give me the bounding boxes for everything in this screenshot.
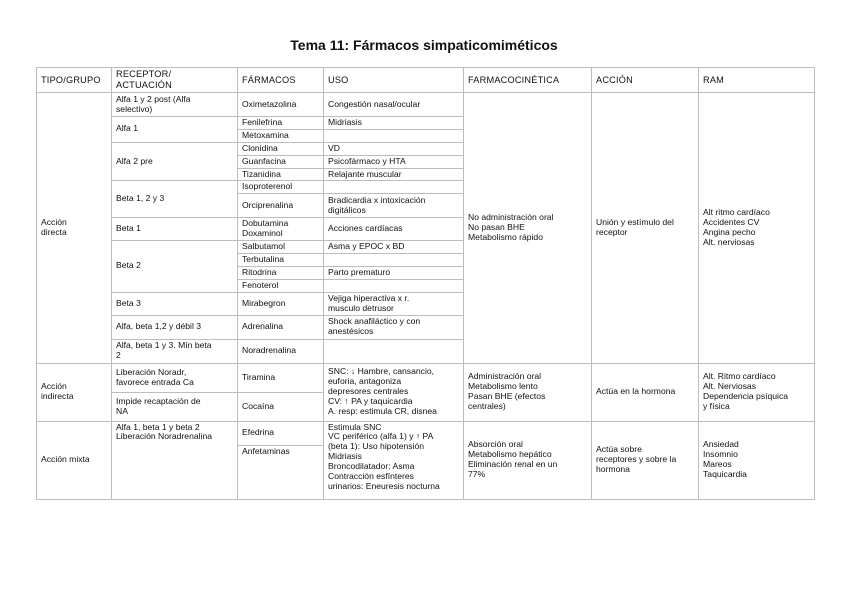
receptor-cell: Alfa 1 (112, 117, 238, 143)
farmaco-cell: Ritodrina (238, 266, 324, 279)
header-farmacos: FÁRMACOS (238, 68, 324, 93)
uso-cell: Relajante muscular (324, 168, 464, 181)
uso-cell: VD (324, 142, 464, 155)
farmaco-cell: Oximetazolina (238, 93, 324, 117)
header-uso: USO (324, 68, 464, 93)
farmaco-cell: Fenoterol (238, 279, 324, 292)
receptor-cell: Alfa 2 pre (112, 142, 238, 181)
accion-indirecta: Actúa en la hormona (592, 363, 699, 421)
uso-cell: Parto prematuro (324, 266, 464, 279)
farmaco-cell: Fenilefrina (238, 117, 324, 130)
farmaco-cell: Anfetaminas (238, 445, 324, 499)
tipo-directa: Acción directa (37, 93, 112, 364)
receptor-cell: Beta 1 (112, 218, 238, 241)
farmacocinetica-mixta: Absorción oral Metabolismo hepático Eliminación renal en un 77% (464, 421, 592, 499)
farmaco-cell: Tiramina (238, 363, 324, 392)
accion-directa: Unión y estímulo del receptor (592, 93, 699, 364)
receptor-cell: Beta 1, 2 y 3 (112, 181, 238, 218)
table-row (37, 93, 815, 117)
farmaco-cell: Noradrenalina (238, 339, 324, 363)
receptor-cell: Beta 3 (112, 292, 238, 315)
uso-cell: Asma y EPOC x BD (324, 241, 464, 254)
receptor-cell: Alfa, beta 1 y 3. Mín beta 2 (112, 339, 238, 363)
header-row (37, 68, 815, 93)
farmaco-cell: Dobutamina Doxaminol (238, 218, 324, 241)
table-row (37, 363, 815, 392)
uso-cell (324, 253, 464, 266)
farmaco-cell: Mirabegron (238, 292, 324, 315)
tipo-mixta: Acción mixta (37, 421, 112, 499)
farmaco-cell: Efedrina (238, 421, 324, 445)
farmaco-cell: Clonidina (238, 142, 324, 155)
uso-cell: Acciones cardíacas (324, 218, 464, 241)
uso-cell: Shock anafiláctico y con anestésicos (324, 315, 464, 339)
farmaco-cell: Cocaína (238, 392, 324, 421)
uso-indirecta: SNC: ↓ Hambre, cansancio, euforia, antagoniza depresores centrales CV: ↑ PA y taquicardia A. resp: estimula CR, disnea (324, 363, 464, 421)
farmaco-cell: Tizanidina (238, 168, 324, 181)
receptor-cell: Impide recaptación de NA (112, 392, 238, 421)
tipo-indirecta: Acción indirecta (37, 363, 112, 421)
farmaco-cell: Orciprenalina (238, 194, 324, 218)
ram-directa: Alt ritmo cardíaco Accidentes CV Angina pecho Alt. nerviosas (699, 93, 815, 364)
uso-cell (324, 279, 464, 292)
pharmacology-table (36, 67, 815, 500)
ram-mixta: Ansiedad Insomnio Mareos Taquicardia (699, 421, 815, 499)
uso-cell: Congestión nasal/ocular (324, 93, 464, 117)
receptor-cell: Alfa, beta 1,2 y débil 3 (112, 315, 238, 339)
receptor-cell: Beta 2 (112, 241, 238, 293)
header-accion: ACCIÓN (592, 68, 699, 93)
farmaco-cell: Terbutalina (238, 253, 324, 266)
table-row (37, 421, 815, 445)
header-tipo: TIPO/GRUPO (37, 68, 112, 93)
farmaco-cell: Adrenalina (238, 315, 324, 339)
header-ram: RAM (699, 68, 815, 93)
uso-cell: Vejiga hiperactiva x r. musculo detrusor (324, 292, 464, 315)
farmaco-cell: Guanfacina (238, 155, 324, 168)
uso-cell: Midriasis (324, 117, 464, 130)
uso-cell (324, 339, 464, 363)
receptor-cell: Alfa 1 y 2 post (Alfa selectivo) (112, 93, 238, 117)
farmaco-cell: Isoproterenol (238, 181, 324, 194)
uso-mixta: Estimula SNC VC periférico (alfa 1) y ↑ PA (beta 1): Uso hipotensión Midriasis Broncodilatador: Asma Contracción esfínteres urinarios: Eneuresis nocturna (324, 421, 464, 499)
receptor-cell: Liberación Noradr, favorece entrada Ca (112, 363, 238, 392)
uso-cell: Psicofármaco y HTA (324, 155, 464, 168)
page-title: Tema 11: Fármacos simpaticomiméticos (290, 37, 558, 53)
farmacocinetica-indirecta: Administración oral Metabolismo lento Pasan BHE (efectos centrales) (464, 363, 592, 421)
uso-cell (324, 129, 464, 142)
ram-indirecta: Alt. Ritmo cardíaco Alt. Nerviosas Dependencia psíquica y física (699, 363, 815, 421)
uso-cell: Bradicardia x intoxicación digitálicos (324, 194, 464, 218)
header-receptor: RECEPTOR/ ACTUACIÓN (112, 68, 238, 93)
accion-mixta: Actúa sobre receptores y sobre la hormona (592, 421, 699, 499)
farmaco-cell: Salbutamol (238, 241, 324, 254)
uso-cell (324, 181, 464, 194)
receptor-mixta: Alfa 1, beta 1 y beta 2 Liberación Noradrenalina (112, 421, 238, 499)
farmaco-cell: Metoxamina (238, 129, 324, 142)
header-farmacocinetica: FARMACOCINÉTICA (464, 68, 592, 93)
farmacocinetica-directa: No administración oral No pasan BHE Metabolismo rápido (464, 93, 592, 364)
